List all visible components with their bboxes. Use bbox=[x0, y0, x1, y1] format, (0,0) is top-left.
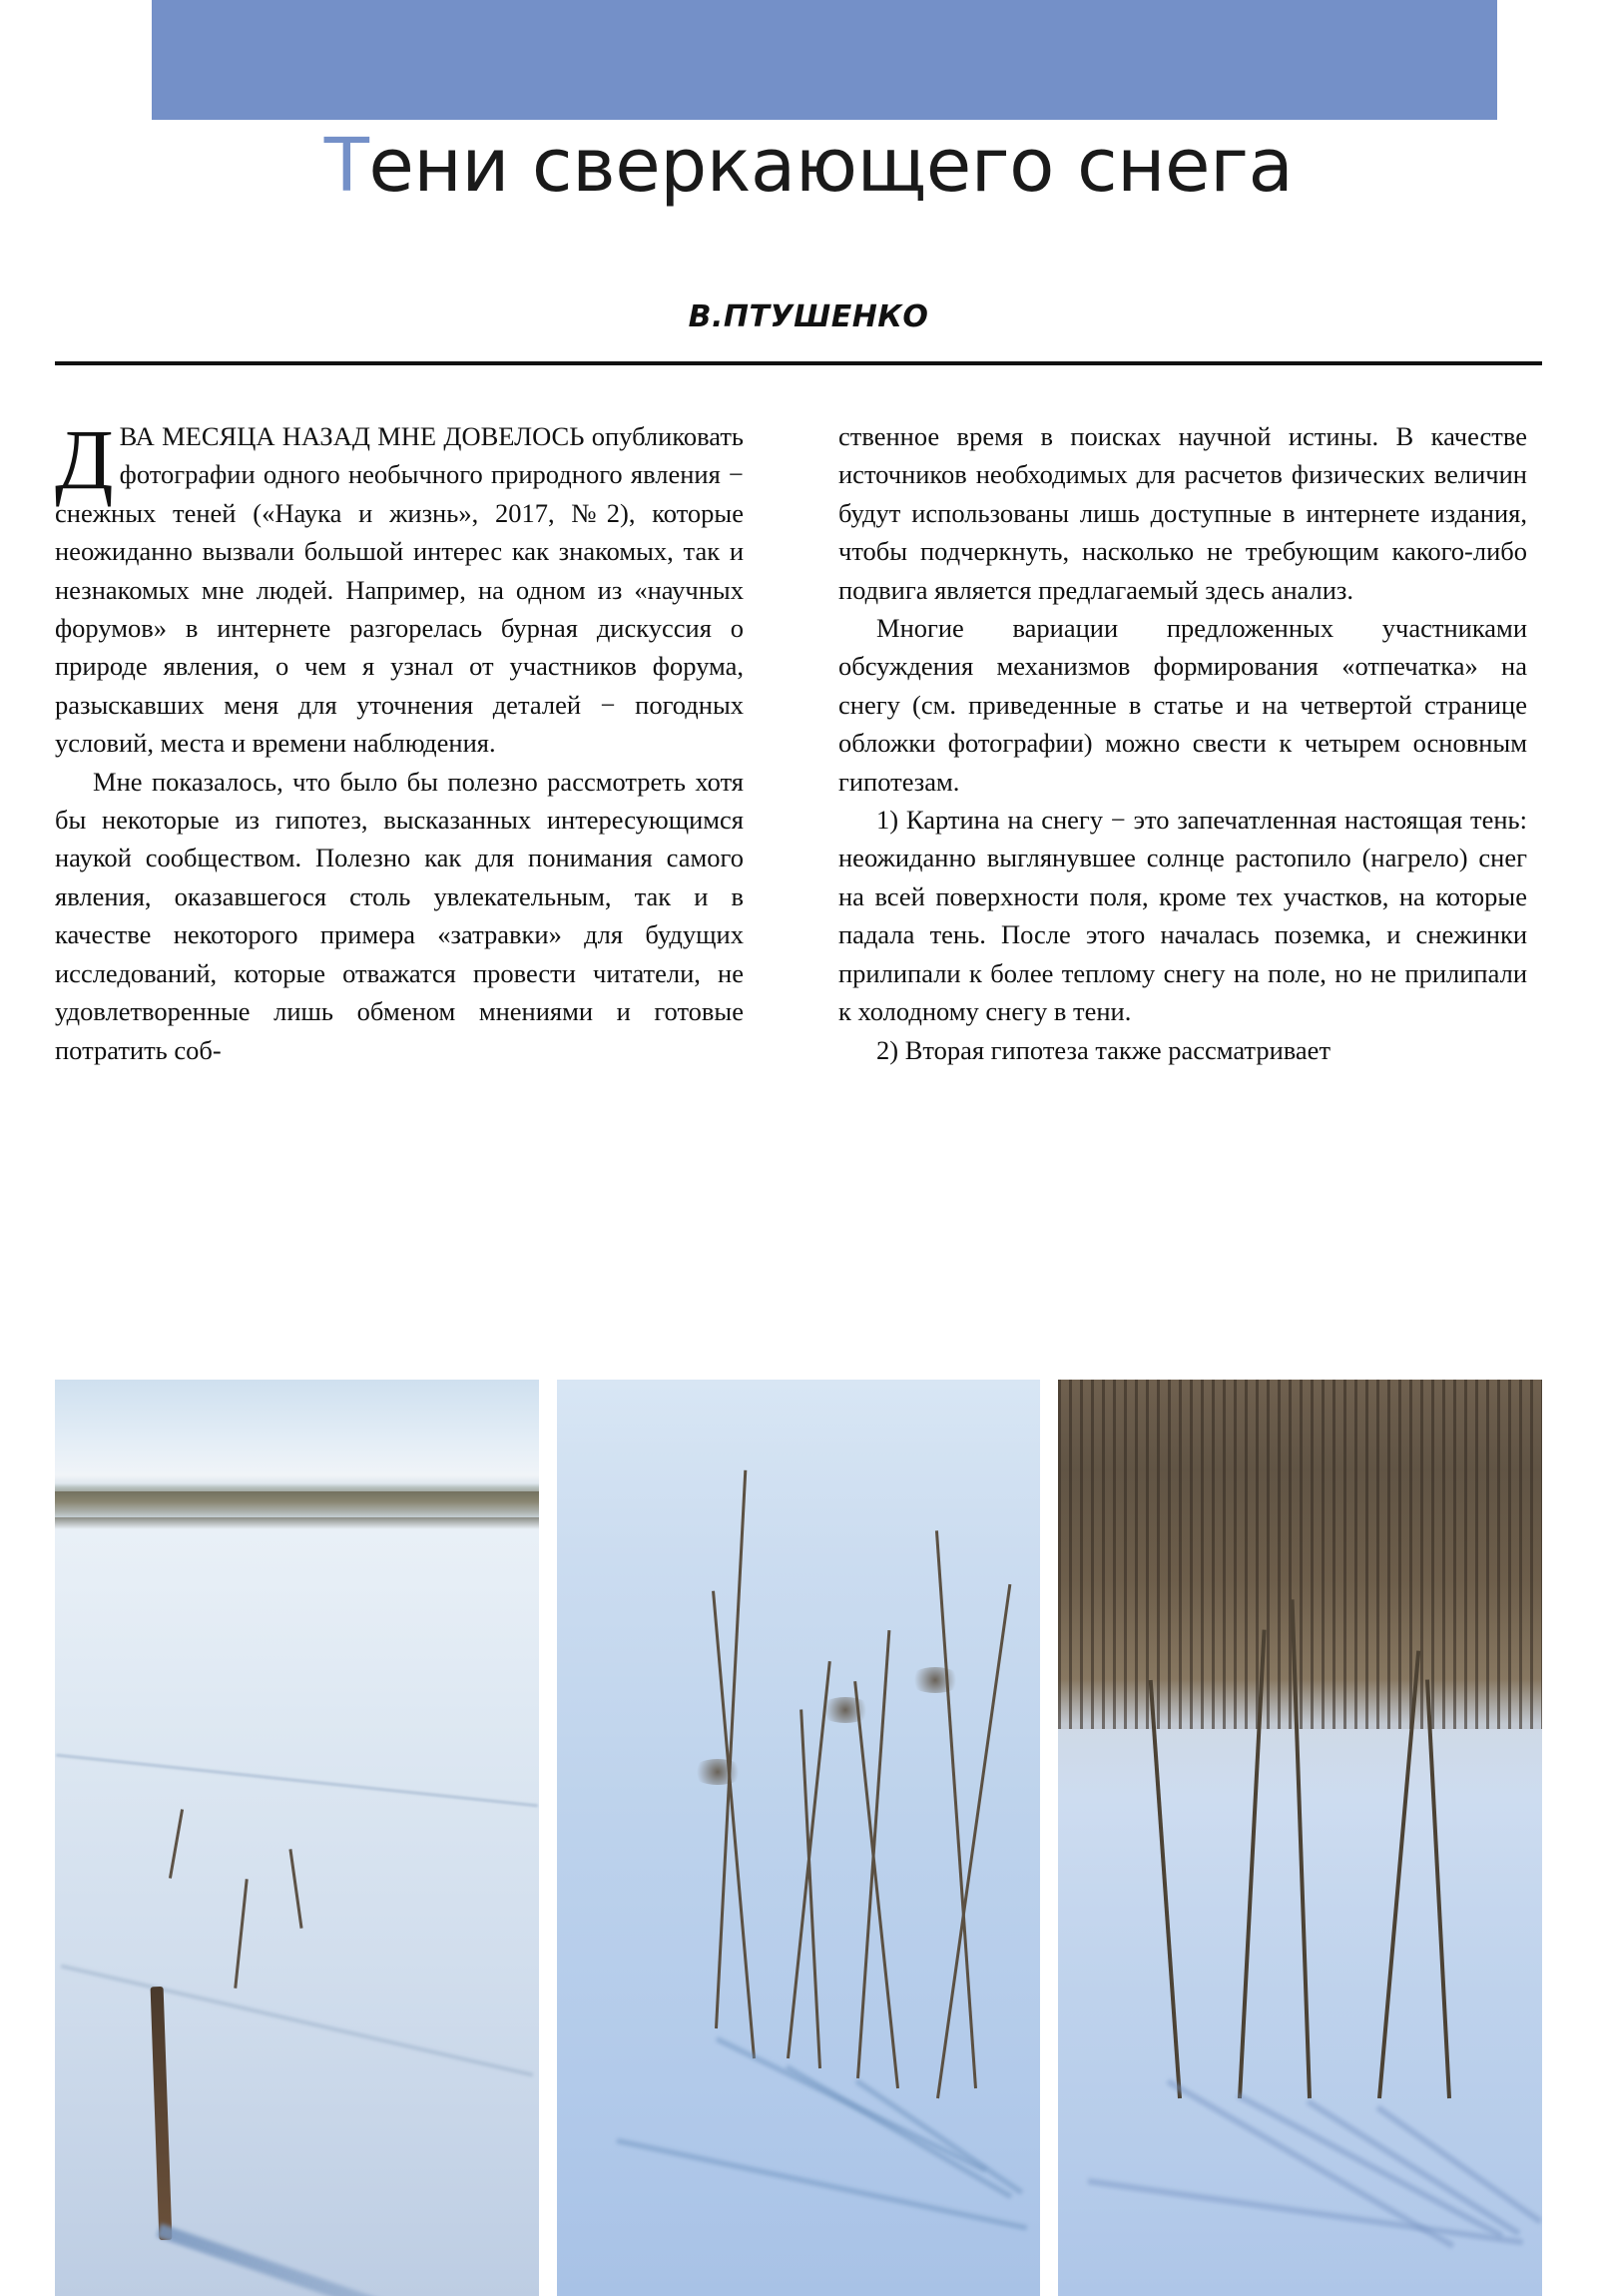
umbel-flower-head bbox=[691, 1759, 745, 1785]
article-author: В.ПТУШЕНКО bbox=[688, 299, 929, 334]
photo-dry-plants-shadows bbox=[557, 1380, 1041, 2296]
header-color-band bbox=[152, 0, 1497, 120]
photo-snow-field-with-stick bbox=[55, 1380, 539, 2296]
paragraph-right-3: 1) Картина на снегу − это запечатленная настоящая тень: неожиданно выглянувшее солнце растопило (нагрело) снег на всей поверхности поля, кроме тех участков, на которые падала тень. После этого началась поземка, и снежинки прилипали к более теплому снегу на поле, но не прилипали к холодному снегу в тени. bbox=[838, 805, 1527, 1027]
twig bbox=[169, 1809, 184, 1878]
young-tree bbox=[1425, 1679, 1451, 2098]
photo-strip bbox=[55, 1380, 1542, 2296]
body-column-right bbox=[838, 417, 1527, 1069]
title-remainder: ени сверкающего снега bbox=[368, 123, 1294, 209]
background-forest bbox=[1058, 1380, 1542, 1729]
body-column-left bbox=[55, 411, 744, 1069]
paragraph-right-1: ственное время в поисках научной истины. В качестве источников необходимых для расчетов физических величин будут использованы лишь доступные в интернете издания, чтобы подчеркнуть, насколько не требующим какого-либо подвига является предлагаемый здесь анализ. bbox=[838, 421, 1527, 605]
header-divider bbox=[55, 361, 1542, 365]
tree-shadow bbox=[1376, 2105, 1542, 2225]
paragraph-right-2: Многие вариации предложенных участниками обсуждения механизмов формирования «отпечатка» на снегу (см. приведенные в статье и на четвертой странице обложки фотографии) можно свести к четырем основным гипотезам. bbox=[838, 613, 1527, 797]
treeline-horizon bbox=[55, 1491, 539, 1517]
paragraph-left-1 bbox=[55, 411, 744, 763]
photo-young-trees-shadows bbox=[1058, 1380, 1542, 2296]
young-tree bbox=[1149, 1680, 1182, 2098]
plant-stem bbox=[935, 1530, 977, 2088]
paragraph-left-2: Мне показалось, что было бы полезно рассмотреть хотя бы некоторые из гипотез, высказанных интересующимся наукой сообществом. Полезно как для понимания самого явления, оказавшегося столь увлекательным, так и в качестве некоторого примера «затравки» для будущих исследований, которые отважатся провести читатели, не удовлетворенные лишь обменом мнениями и готовые потратить соб- bbox=[55, 766, 744, 1065]
paragraph-right-4: 2) Вторая гипотеза также рассматривает bbox=[876, 1034, 1331, 1065]
wooden-stick bbox=[151, 1987, 173, 2240]
umbel-flower-head bbox=[818, 1697, 872, 1723]
drop-cap: Д bbox=[55, 411, 114, 507]
stick-shadow bbox=[157, 2223, 539, 2296]
umbel-flower-head bbox=[908, 1667, 962, 1693]
twig bbox=[288, 1849, 302, 1929]
snow-trace-line bbox=[56, 1754, 537, 1808]
snow-trace-line-2 bbox=[61, 1965, 533, 2077]
title-initial-letter: Т bbox=[323, 123, 369, 209]
twig bbox=[234, 1879, 248, 1989]
paragraph-left-1-text: ВА МЕСЯЦА НАЗАД МНЕ ДОВЕЛОСЬ опубликовать фотографии одного необычного природного явления − снежных теней («Наука и жизнь», 2017, №2), которые неожиданно вызвали большой интерес как знакомых, так и незнакомых мне людей. Например, на одном из «научных форумов» в интернете разгорелась бурная дискуссия о природе явления, о чем я узнал от участников форума, разыскавших меня для уточнения деталей − погодных условий, места и времени наблюдения. bbox=[55, 421, 744, 759]
page-title bbox=[100, 120, 1517, 212]
